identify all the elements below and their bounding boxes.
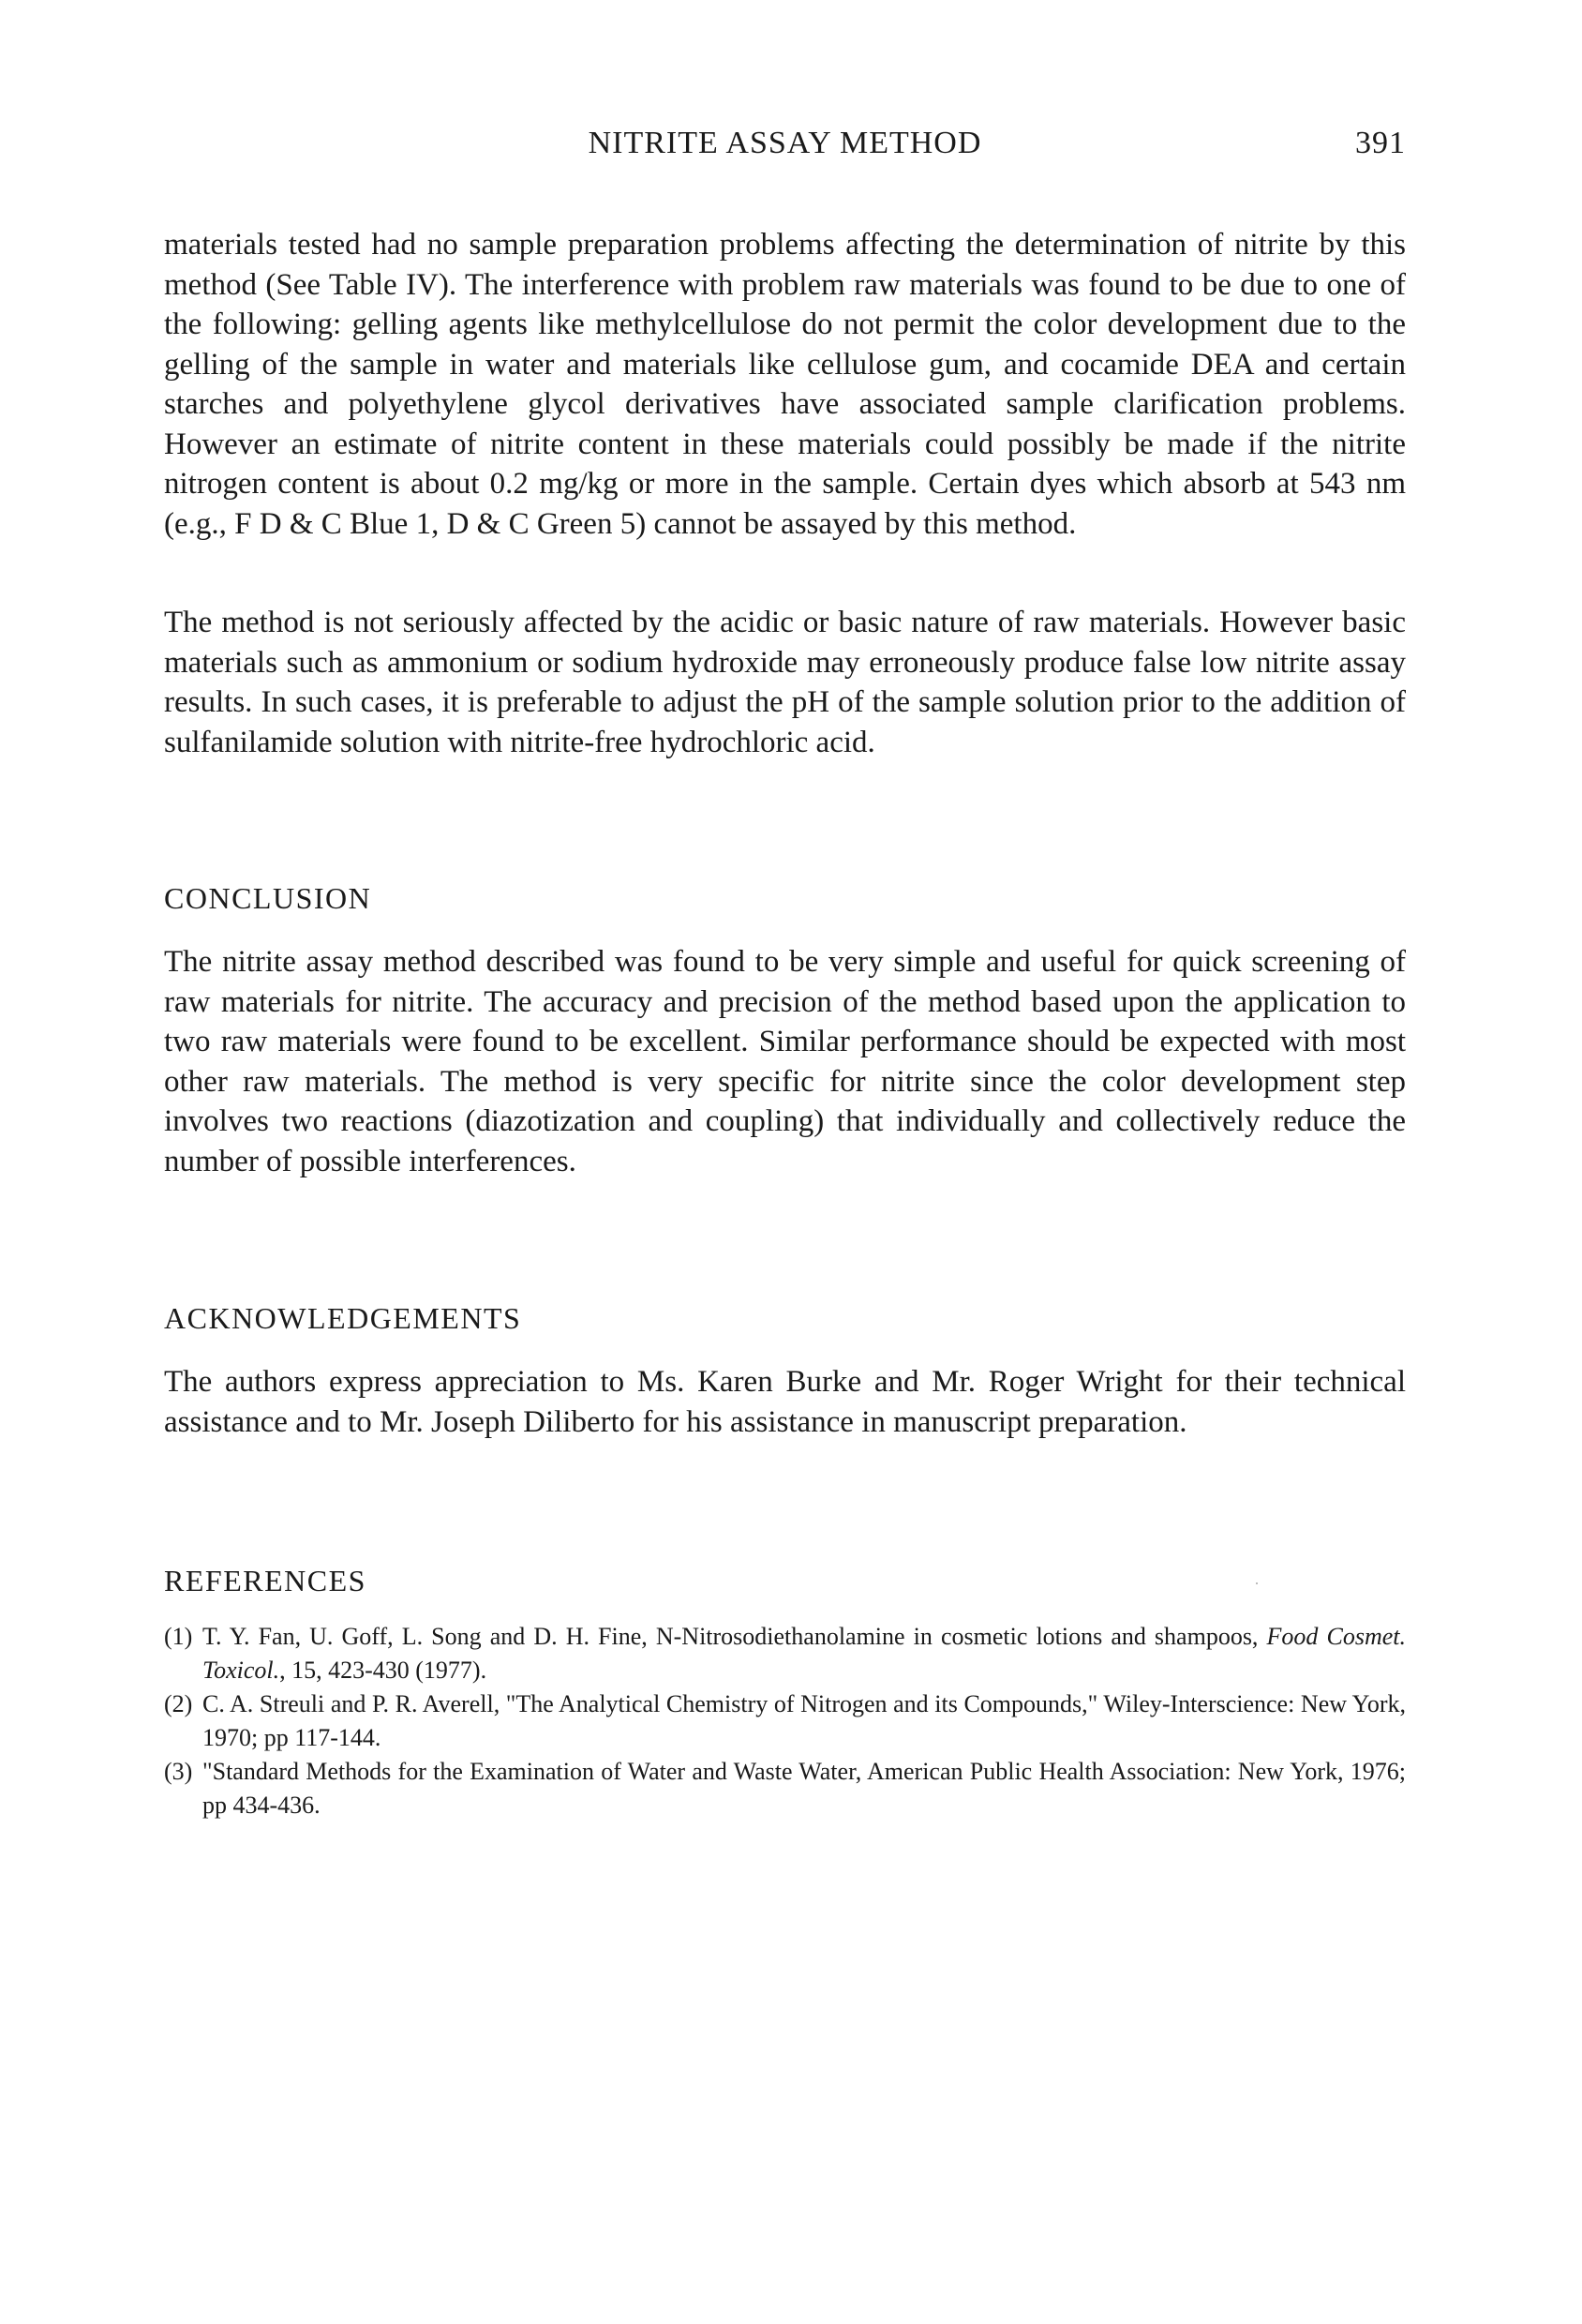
reference-journal: Food Cosmet. Toxicol. (202, 1623, 1406, 1684)
reference-authors-title: T. Y. Fan, U. Goff, L. Song and D. H. Fine, N-Nitrosodiethanolamine in cosmetic lotions and shampoos, (202, 1623, 1267, 1650)
scan-speck (1256, 1582, 1258, 1584)
reference-text: "Standard Methods for the Examination of Water and Waste Water, American Public Health Association: New York, 1976; pp 434-436. (202, 1758, 1406, 1819)
paragraph-ph-effects: The method is not seriously affected by the acidic or basic nature of raw materials. However basic materials such as ammonium or sodium hydroxide may erroneously produce false low nitrite assay results. In such cases, it is preferable to adjust the pH of the sample solution prior to the addition of sulfanilamide solution with nitrite-free hydrochloric acid. (164, 606, 1406, 759)
references-heading: REFERENCES (164, 1564, 366, 1597)
acknowledgements-heading: ACKNOWLEDGEMENTS (164, 1301, 522, 1335)
reference-text: C. A. Streuli and P. R. Averell, "The Analytical Chemistry of Nitrogen and its Compounds," Wiley-Interscience: New York, 1970; pp 117-144. (202, 1690, 1406, 1751)
reference-item (164, 1620, 1406, 1687)
running-title: NITRITE ASSAY METHOD (588, 126, 982, 160)
reference-number: (2) (164, 1690, 193, 1717)
acknowledgements-paragraph: The authors express appreciation to Ms. Karen Burke and Mr. Roger Wright for their technical assistance and to Mr. Joseph Diliberto for his assistance in manuscript preparation. (164, 1365, 1406, 1439)
reference-number: (3) (164, 1758, 193, 1785)
conclusion-paragraph: The nitrite assay method described was found to be very simple and useful for quick screening of raw materials for nitrite. The accuracy and precision of the method based upon the application to two raw materials were found to be excellent. Similar performance should be expected with most other raw materials. The method is very specific for nitrite since the color development step involves two reactions (diazotization and coupling) that individually and collectively reduce the number of possible interferences. (164, 945, 1406, 1178)
reference-item (164, 1687, 1406, 1755)
conclusion-heading: CONCLUSION (164, 881, 372, 915)
paragraph-interferences: materials tested had no sample preparation problems affecting the determination of nitrite by this method (See Table IV). The interference with problem raw materials was found to be due to one of the following: gelling agents like methylcellulose do not permit the color development due to the gelling of the sample in water and materials like cellulose gum, and cocamide DEA and certain starches and polyethylene glycol derivatives have associated sample clarification problems. However an estimate of nitrite content in these materials could possibly be made if the nitrite nitrogen content is about 0.2 mg/kg or more in the sample. Certain dyes which absorb at 543 nm (e.g., F D & C Blue 1, D & C Green 5) cannot be assayed by this method. (164, 228, 1406, 541)
reference-list (164, 1620, 1406, 1822)
reference-item (164, 1755, 1406, 1822)
reference-number: (1) (164, 1623, 193, 1650)
reference-volume-pages: , 15, 423-430 (1977). (279, 1657, 487, 1684)
page-number: 391 (1355, 126, 1406, 160)
running-head (164, 126, 1406, 167)
